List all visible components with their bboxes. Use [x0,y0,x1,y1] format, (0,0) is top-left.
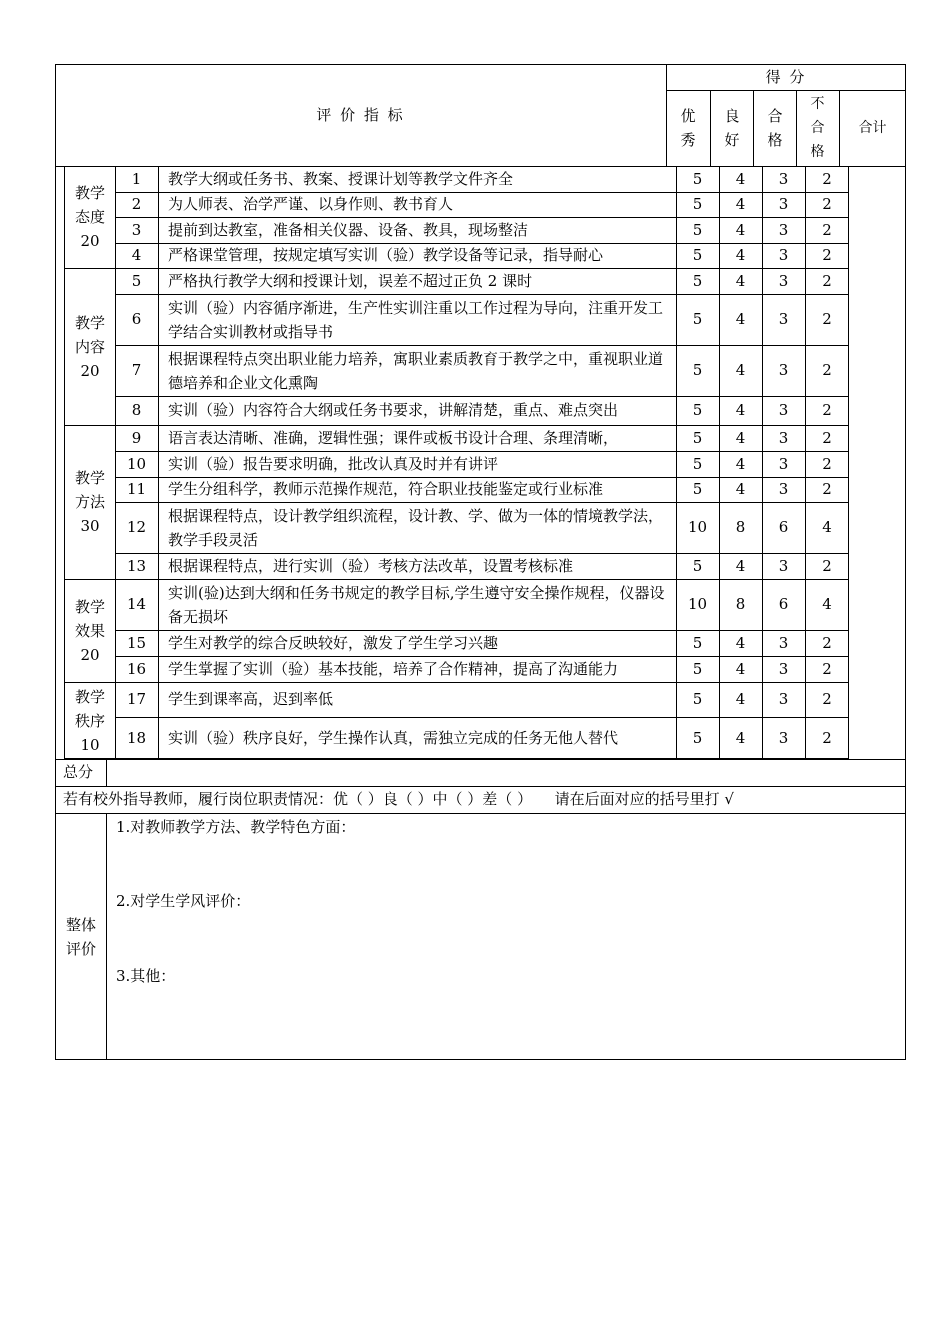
item-criterion: 教学大纲或任务书、教案、授课计划等教学文件齐全 [168,169,514,188]
item-criterion: 实训（验）秩序良好，学生操作认真，需独立完成的任务无他人替代 [168,729,619,747]
item-score: 5 [692,401,703,419]
item-number: 13 [126,556,147,575]
item-number: 6 [131,310,142,328]
item-number: 12 [126,518,147,536]
item-score: 4 [735,401,746,419]
item-number: 7 [131,361,142,379]
item-score: 4 [735,169,746,188]
item-score: 5 [692,428,703,447]
item-score: 3 [778,401,789,419]
item-score: 3 [778,690,789,708]
category-content: 教学内容20 [74,313,105,380]
item-score: 2 [822,454,832,473]
item-score: 3 [778,195,789,213]
item-score: 4 [735,480,746,498]
item-criterion: 提前到达教室，准备相关仪器、设备、教具，现场整洁 [168,220,529,239]
item-score: 5 [692,220,703,239]
item-score: 3 [778,361,789,379]
item-score: 4 [735,195,746,213]
item-criterion: 语言表达清晰、准确，逻辑性强；课件或板书设计合理、条理清晰， [168,428,619,447]
item-score: 5 [692,246,703,264]
overall-item-other: 3.其他： [116,967,176,985]
item-score: 2 [822,401,832,419]
item-score: 5 [692,690,703,708]
item-score: 2 [822,220,832,239]
item-score: 4 [735,659,746,678]
item-score: 2 [822,633,832,652]
overall-evaluation-label: 整体评价 [65,915,96,958]
item-number: 3 [131,220,142,239]
grade-excellent: 优秀 [680,107,696,149]
item-score: 4 [735,246,746,264]
item-score: 5 [692,728,703,747]
item-score: 5 [692,361,703,379]
item-score: 3 [778,428,789,447]
item-number: 14 [126,595,147,613]
item-score: 4 [735,310,746,328]
item-score: 3 [778,480,789,498]
item-criterion: 实训（验）内容循序渐进，生产性实训注重以工作过程为导向，注重开发工学结合实训教材或指导书 [168,298,664,341]
item-score: 6 [778,518,789,536]
item-score: 5 [692,310,703,328]
item-score: 2 [822,428,832,447]
item-score: 5 [692,633,703,652]
category-attitude: 教学态度20 [74,184,105,250]
total-column-header: 合计 [858,119,887,136]
item-score: 4 [735,556,746,575]
item-number: 15 [126,633,147,652]
item-score: 2 [822,271,832,290]
item-score: 4 [822,518,832,536]
item-score: 3 [778,556,789,575]
item-criterion: 实训(验)达到大纲和任务书规定的教学目标,学生遵守安全操作规程，仪器设备无损坏 [168,583,665,626]
item-score: 2 [822,169,832,188]
item-criterion: 严格执行教学大纲和授课计划，误差不超过正负 2 课时 [168,271,533,290]
item-score: 2 [822,310,832,328]
item-number: 2 [131,195,142,213]
item-criterion: 根据课程特点，进行实训（验）考核方法改革，设置考核标准 [168,556,574,575]
item-score: 4 [735,428,746,447]
item-score: 2 [822,195,832,213]
item-number: 10 [126,454,147,473]
item-criterion: 学生对教学的综合反映较好，激发了学生学习兴趣 [168,633,499,652]
item-criterion: 为人师表、治学严谨、以身作则、教书育人 [168,195,454,213]
grade-good: 良好 [724,107,740,149]
item-score: 4 [822,595,832,613]
score-title: 得 分 [765,67,807,86]
item-score: 6 [778,595,789,613]
category-method: 教学方法30 [74,469,105,535]
item-score: 2 [822,361,832,379]
item-score: 4 [735,728,746,747]
item-score: 8 [735,595,746,613]
item-score: 5 [692,169,703,188]
item-criterion: 根据课程特点，设计教学组织流程，设计教、学、做为一体的情境教学法，教学手段灵活 [168,506,664,549]
grade-fail: 不合格 [810,96,825,160]
item-score: 8 [735,518,746,536]
item-score: 5 [692,454,703,473]
item-criterion: 学生分组科学，教师示范操作规范，符合职业技能鉴定或行业标准 [168,480,604,498]
item-score: 5 [692,480,703,498]
indicator-title: 评 价 指 标 [316,105,405,124]
item-score: 5 [692,271,703,290]
item-criterion: 严格课堂管理，按规定填写实训（验）教学设备等记录，指导耐心 [168,246,604,264]
item-number: 8 [131,401,142,419]
item-score: 4 [735,454,746,473]
item-number: 17 [126,690,147,708]
item-criterion: 实训（验）报告要求明确，批改认真及时并有讲评 [168,454,499,473]
item-criterion: 根据课程特点突出职业能力培养，寓职业素质教育于教学之中，重视职业道德培养和企业文化熏陶 [168,349,664,392]
item-score: 2 [822,556,832,575]
item-score: 4 [735,361,746,379]
item-score: 3 [778,220,789,239]
item-number: 11 [126,480,147,498]
item-score: 3 [778,659,789,678]
item-score: 4 [735,690,746,708]
item-score: 5 [692,195,703,213]
grade-pass: 合格 [767,107,783,149]
item-score: 3 [778,271,789,290]
external-teacher-note: 若有校外指导教师，履行岗位职责情况：优（ ）良（ ）中（ ）差（ ） 请在后面对应的括号里打 √ [63,790,734,808]
overall-item-study-style: 2.对学生学风评价： [116,892,251,910]
item-number: 18 [126,728,147,747]
item-score: 10 [687,518,708,536]
item-score: 10 [687,595,708,613]
category-order: 教学秩序10 [74,687,105,754]
item-score: 5 [692,659,703,678]
item-score: 4 [735,220,746,239]
item-number: 16 [126,659,147,678]
item-score: 3 [778,169,789,188]
item-score: 2 [822,728,832,747]
item-criterion: 学生掌握了实训（验）基本技能，培养了合作精神，提高了沟通能力 [168,659,619,678]
item-score: 4 [735,633,746,652]
item-score: 2 [822,246,832,264]
item-score: 3 [778,728,789,747]
item-number: 9 [131,428,142,447]
item-criterion: 实训（验）内容符合大纲或任务书要求，讲解清楚，重点、难点突出 [168,401,619,419]
item-score: 3 [778,633,789,652]
category-effect: 教学效果20 [74,597,105,664]
item-score: 3 [778,246,789,264]
item-score: 2 [822,690,832,708]
total-score-label: 总分 [63,763,94,781]
item-score: 5 [692,556,703,575]
item-criterion: 学生到课率高，迟到率低 [168,690,334,708]
item-score: 3 [778,310,789,328]
item-number: 1 [131,169,142,188]
item-score: 2 [822,659,832,678]
item-score: 3 [778,454,789,473]
item-score: 2 [822,480,832,498]
item-number: 4 [131,246,142,264]
item-score: 4 [735,271,746,290]
overall-item-teaching: 1.对教师教学方法、教学特色方面： [116,818,356,836]
item-number: 5 [131,271,142,290]
